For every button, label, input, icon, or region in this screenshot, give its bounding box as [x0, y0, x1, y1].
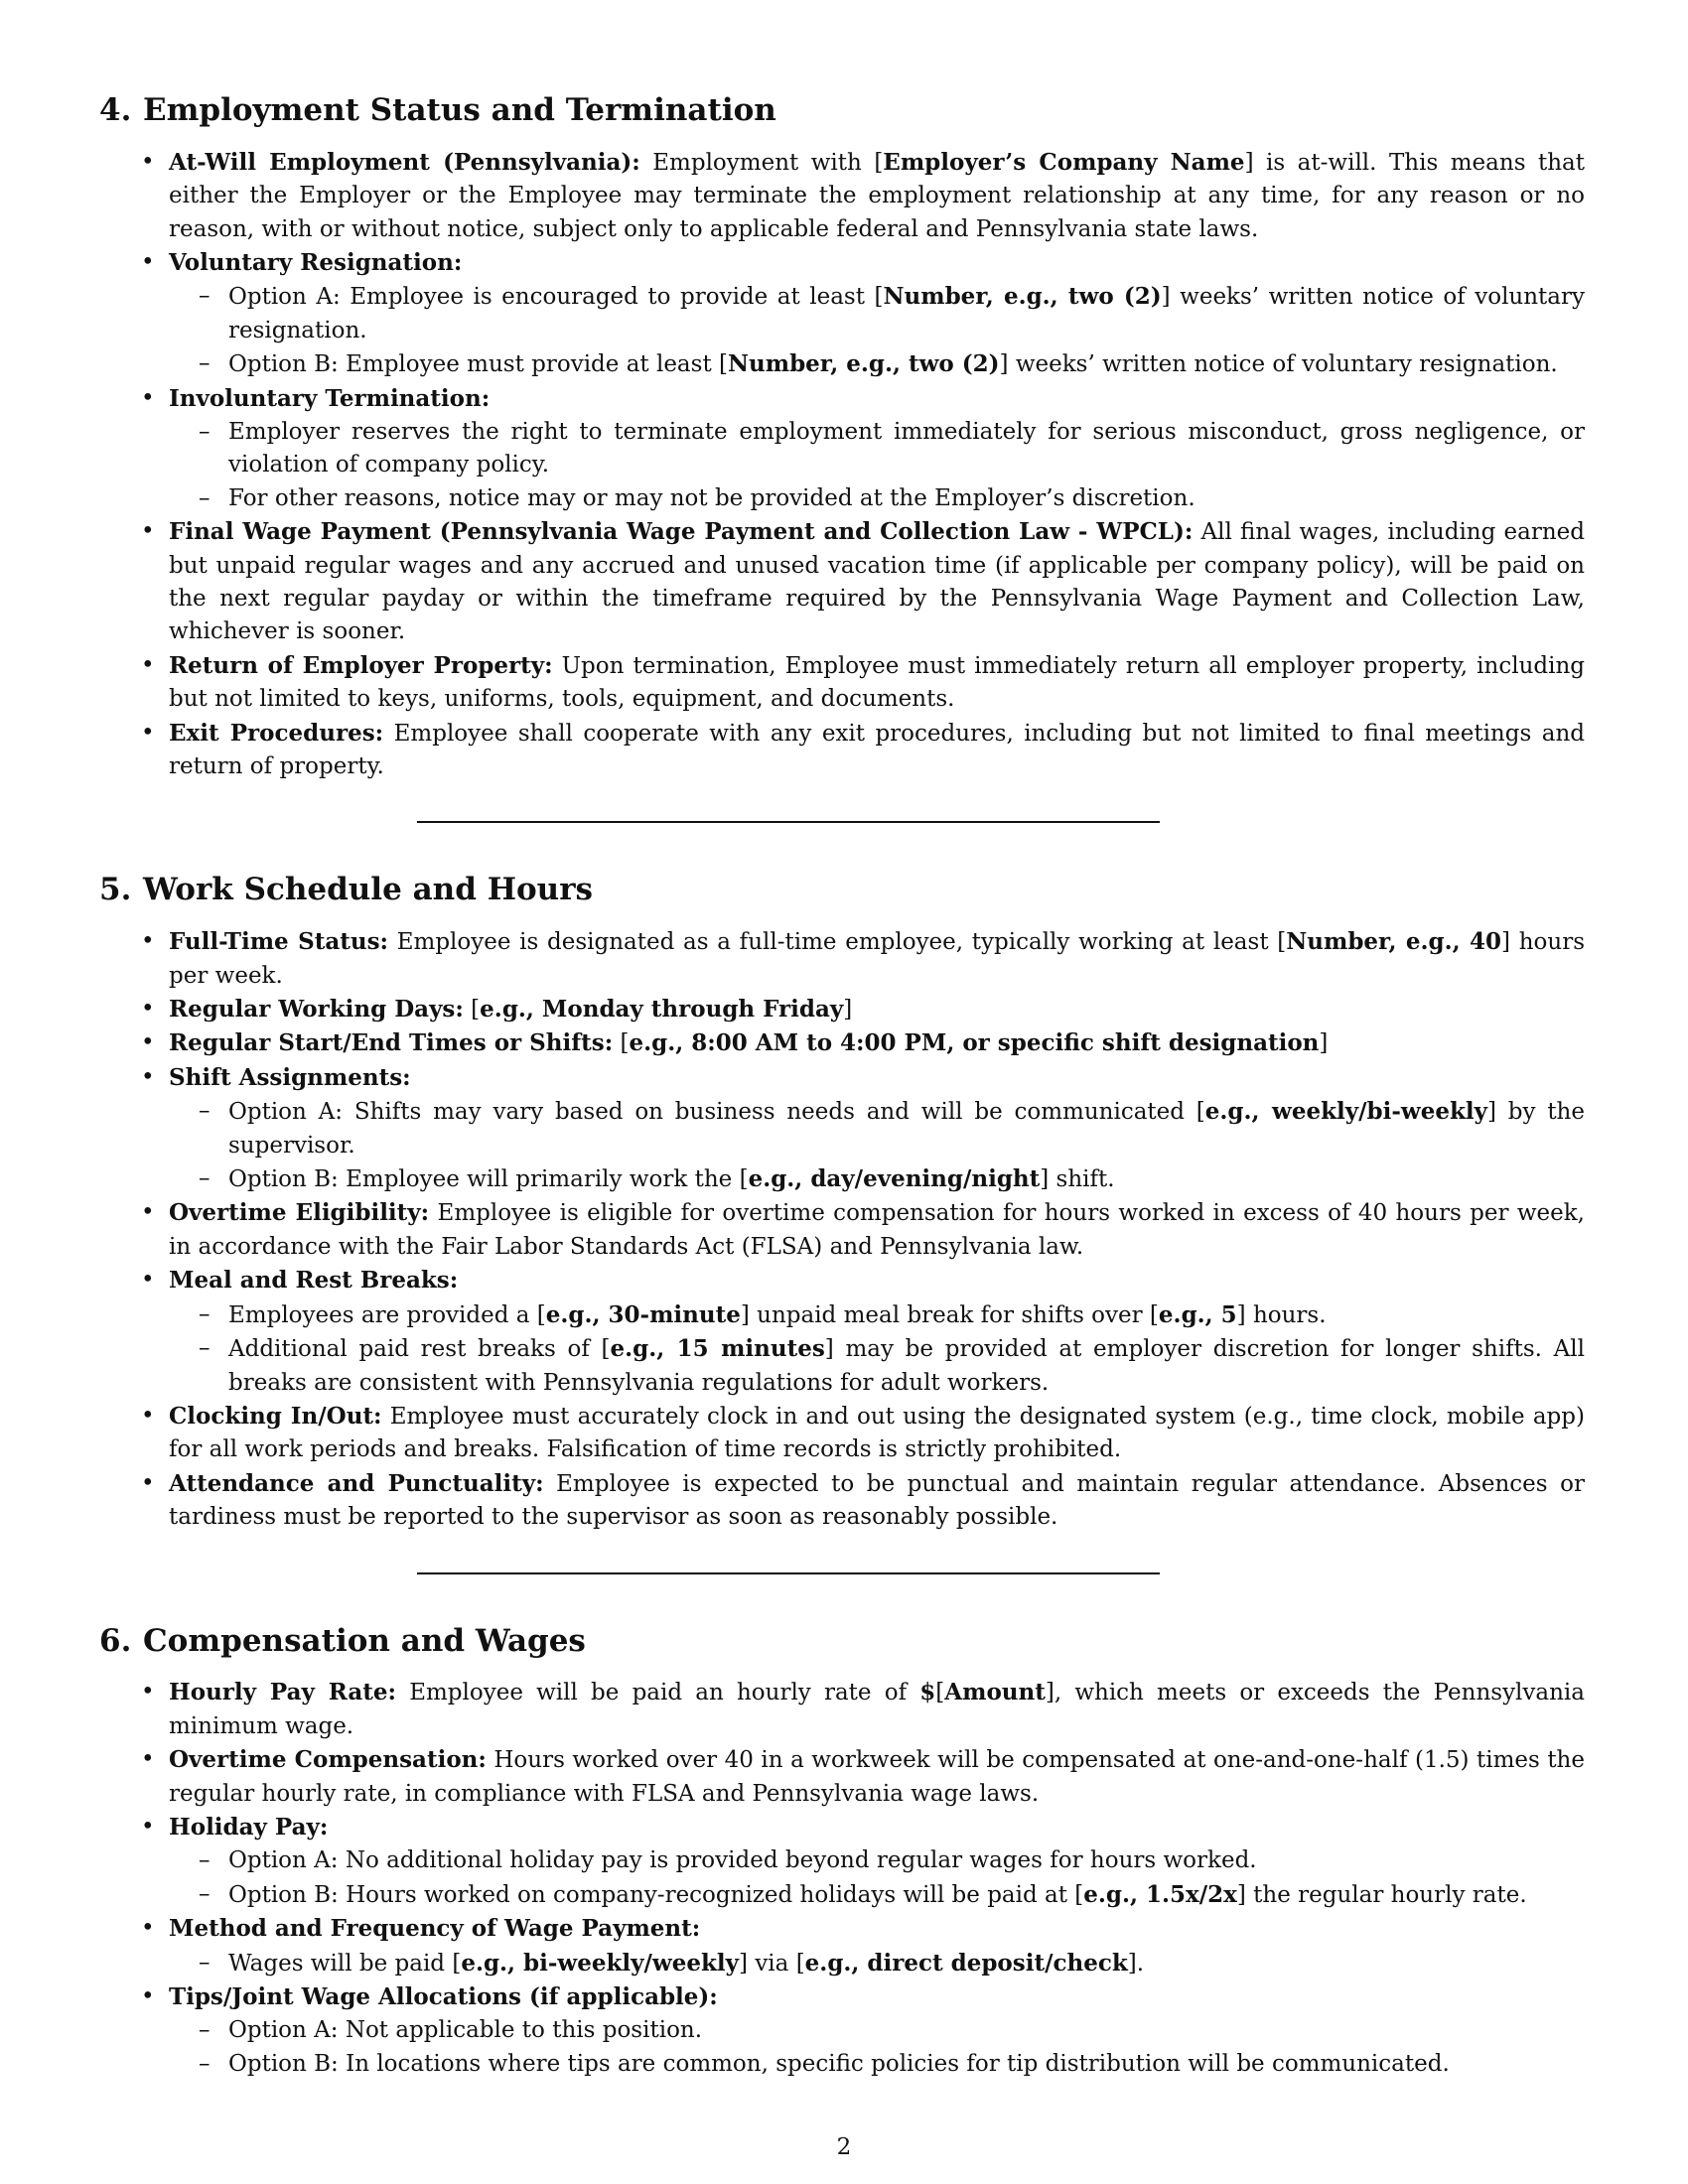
item-label: Return of Employer Property: — [169, 651, 553, 679]
item-text: Employee must accurately clock in and out using the designated system (e.g., time clock, mobile app) for all work periods and breaks. Falsification of time records is strictly prohibited. — [169, 1403, 1585, 1463]
item-text: Option B: Employee will primarily work the [ — [228, 1166, 749, 1193]
sub-list-item: – Employer reserves the right to terminate employment immediately for serious misconduct, gross negligence, or violation of company policy. — [228, 416, 1585, 482]
list-item — [169, 1061, 1589, 1197]
placeholder-text: e.g., 5 — [1158, 1300, 1237, 1328]
item-label: Regular Working Days: — [169, 996, 464, 1024]
item-label: Full-Time Status: — [169, 928, 389, 956]
list-item — [169, 1811, 1589, 1912]
sub-list-item: – Option A: No additional holiday pay is provided beyond regular wages for hours worked. — [228, 1844, 1585, 1877]
item-label: Tips/Joint Wage Allocations (if applicable): — [169, 1982, 718, 2010]
placeholder-text: Amount — [944, 1679, 1046, 1706]
sub-list — [169, 1298, 1585, 1400]
sub-list — [169, 1844, 1585, 1912]
list-item — [169, 649, 1589, 717]
page-content — [99, 91, 1589, 2081]
item-label: Meal and Rest Breaks: — [169, 1267, 459, 1295]
item-label: Involuntary Termination: — [169, 384, 491, 412]
list-item — [169, 1196, 1589, 1264]
placeholder-text: Number, e.g., two (2) — [883, 283, 1162, 311]
placeholder-text: e.g., bi-weekly/weekly — [461, 1949, 740, 1977]
sub-list — [169, 2014, 1585, 2081]
sub-list-item — [228, 280, 1585, 347]
placeholder-text: Employer’s Company Name — [883, 148, 1245, 176]
list-item — [169, 1264, 1589, 1400]
item-text: Employee is designated as a full-time employee, typically working at least [ — [388, 929, 1287, 956]
item-text: ] — [843, 997, 853, 1024]
section-number: 4. — [99, 92, 132, 128]
item-text: [ — [463, 997, 481, 1024]
placeholder-text: e.g., 1.5x/2x — [1083, 1880, 1237, 1908]
item-text: Hours worked over 40 in a workweek will be compensated at one-and-one-half (1.5) times the regular hourly rate, in compliance with FLSA and Pennsylvania wage laws. — [169, 1747, 1585, 1807]
section-title: Employment Status and Termination — [143, 92, 776, 128]
list-item — [169, 146, 1589, 246]
section-heading — [99, 871, 1589, 909]
placeholder-text: e.g., 30-minute — [545, 1300, 741, 1328]
section-number: 5. — [99, 872, 132, 908]
list-item — [169, 1026, 1589, 1060]
item-label: At-Will Employment (Pennsylvania): — [169, 148, 640, 176]
sub-list-item — [228, 1332, 1585, 1400]
sub-list — [169, 416, 1585, 515]
list-item — [169, 515, 1589, 649]
item-text: Employment with [ — [639, 149, 884, 176]
sub-list-item: – Option B: In locations where tips are common, specific policies for tip distribution will be communicated. — [228, 2048, 1585, 2081]
section-title: Compensation and Wages — [143, 1622, 586, 1659]
item-text: Option A: Employee is encouraged to provide at least [ — [228, 284, 884, 311]
item-text: ] is at-will. This means that either the Employer or the Employee may terminate the employment relationship at any time, for any reason or no reason, with or without notice, subject only to applicable federal and Pennsylvania state laws. — [169, 149, 1585, 242]
item-text: Employee shall cooperate with any exit procedures, including but not limited to final meetings and return of property. — [169, 720, 1585, 780]
bullet-list — [99, 1676, 1589, 2081]
item-text: [ — [935, 1680, 945, 1706]
item-text: Employees are provided a [ — [228, 1301, 546, 1328]
item-text: ] hours. — [1236, 1301, 1327, 1328]
placeholder-text: e.g., day/evening/night — [748, 1165, 1041, 1193]
item-label: Shift Assignments: — [169, 1063, 411, 1091]
bullet-list — [99, 925, 1589, 1534]
item-label: Method and Frequency of Wage Payment: — [169, 1915, 701, 1943]
item-label: Hourly Pay Rate: — [169, 1679, 397, 1706]
placeholder-text: Number, e.g., 40 — [1286, 928, 1502, 956]
placeholder-text: e.g., 15 minutes — [610, 1335, 825, 1363]
item-label: Overtime Compensation: — [169, 1746, 487, 1774]
section-divider — [417, 821, 1160, 823]
placeholder-text: e.g., 8:00 AM to 4:00 PM, or specific shift designation — [629, 1029, 1320, 1057]
placeholder-text: Number, e.g., two (2) — [727, 350, 1000, 378]
item-text: Employee is eligible for overtime compensation for hours worked in excess of 40 hours per week, in accordance with the Fair Labor Standards Act (FLSA) and Pennsylvania law. — [169, 1200, 1585, 1260]
item-label: Voluntary Resignation: — [169, 248, 463, 276]
sub-list-item — [228, 1095, 1585, 1162]
list-item — [169, 246, 1589, 382]
item-label: Exit Procedures: — [169, 719, 384, 747]
item-text: Wages will be paid [ — [228, 1950, 462, 1977]
item-text: Option A: Shifts may vary based on business needs and will be communicated [ — [228, 1099, 1205, 1126]
item-text: ] unpaid meal break for shifts over [ — [740, 1301, 1159, 1328]
sub-list-item — [228, 1878, 1585, 1912]
placeholder-text: $ — [919, 1679, 936, 1706]
sub-list — [169, 1947, 1585, 1980]
item-label: Regular Start/End Times or Shifts: — [169, 1029, 614, 1057]
list-item — [169, 1676, 1589, 1743]
sub-list-item: – Option A: Not applicable to this position. — [228, 2014, 1585, 2047]
item-text: ]. — [1127, 1950, 1145, 1977]
section-heading — [99, 91, 1589, 130]
sub-list-item — [228, 1947, 1585, 1980]
item-label: Attendance and Punctuality: — [169, 1469, 544, 1497]
sub-list-item — [228, 347, 1585, 381]
item-text: Additional paid rest breaks of [ — [228, 1336, 611, 1363]
section-divider — [417, 1572, 1160, 1574]
item-text: ] hours per week. — [169, 929, 1585, 989]
item-label: Clocking In/Out: — [169, 1402, 382, 1430]
list-item — [169, 993, 1589, 1026]
item-text: ] by the supervisor. — [228, 1099, 1585, 1159]
item-text: [ — [613, 1030, 630, 1057]
sub-list — [169, 280, 1585, 381]
sub-list-item — [228, 1298, 1585, 1332]
sub-list — [169, 1095, 1585, 1196]
list-item — [169, 925, 1589, 993]
item-text: ], which meets or exceeds the Pennsylvania minimum wage. — [169, 1680, 1586, 1739]
item-label: Holiday Pay: — [169, 1813, 329, 1841]
section-title: Work Schedule and Hours — [143, 872, 593, 908]
list-item — [169, 1400, 1589, 1467]
list-item — [169, 1980, 1589, 2081]
item-text: ] via [ — [739, 1950, 805, 1977]
sub-list-item — [228, 1162, 1585, 1196]
item-text: ] weeks’ written notice of voluntary resignation. — [228, 284, 1585, 343]
section-heading — [99, 1622, 1589, 1661]
list-item — [169, 717, 1589, 784]
item-label: Overtime Eligibility: — [169, 1199, 430, 1227]
item-text: All final wages, including earned but unpaid regular wages and any accrued and unused vacation time (if applicable per company policy), will be paid on the next regular payday or within the timeframe required by the Pennsylvania Wage Payment and Collection Law, whichever is sooner. — [169, 519, 1585, 645]
list-item — [169, 1743, 1589, 1811]
page-number: 2 — [836, 2134, 852, 2160]
item-text: Employee will be paid an hourly rate of — [396, 1680, 920, 1706]
item-text: Upon termination, Employee must immediately return all employer property, including but not limited to keys, uniforms, tools, equipment, and documents. — [169, 652, 1585, 713]
list-item — [169, 1467, 1589, 1535]
placeholder-text: e.g., weekly/bi-weekly — [1204, 1098, 1487, 1126]
bullet-list — [99, 146, 1589, 784]
item-text: Option B: Hours worked on company-recognized holidays will be paid at [ — [228, 1881, 1084, 1908]
item-text: Option B: Employee must provide at least [ — [228, 351, 728, 378]
item-label: Final Wage Payment (Pennsylvania Wage Payment and Collection Law - WPCL): — [169, 518, 1194, 546]
item-text: ] weeks’ written notice of voluntary resignation. — [999, 351, 1558, 378]
item-text: ] — [1319, 1030, 1329, 1057]
sub-list-item: – For other reasons, notice may or may not be provided at the Employer’s discretion. — [228, 482, 1585, 515]
item-text: ] shift. — [1040, 1166, 1115, 1193]
item-text: ] may be provided at employer discretion for longer shifts. All breaks are consistent with Pennsylvania regulations for adult workers. — [228, 1336, 1585, 1396]
placeholder-text: e.g., Monday through Friday — [480, 996, 844, 1024]
list-item — [169, 382, 1589, 516]
list-item — [169, 1912, 1589, 1980]
item-text: ] the regular hourly rate. — [1236, 1881, 1527, 1908]
placeholder-text: e.g., direct deposit/check — [804, 1949, 1128, 1977]
section-number: 6. — [99, 1622, 132, 1659]
item-text: Employee is expected to be punctual and maintain regular attendance. Absences or tardiness must be reported to the supervisor as soon as reasonably possible. — [169, 1470, 1585, 1531]
